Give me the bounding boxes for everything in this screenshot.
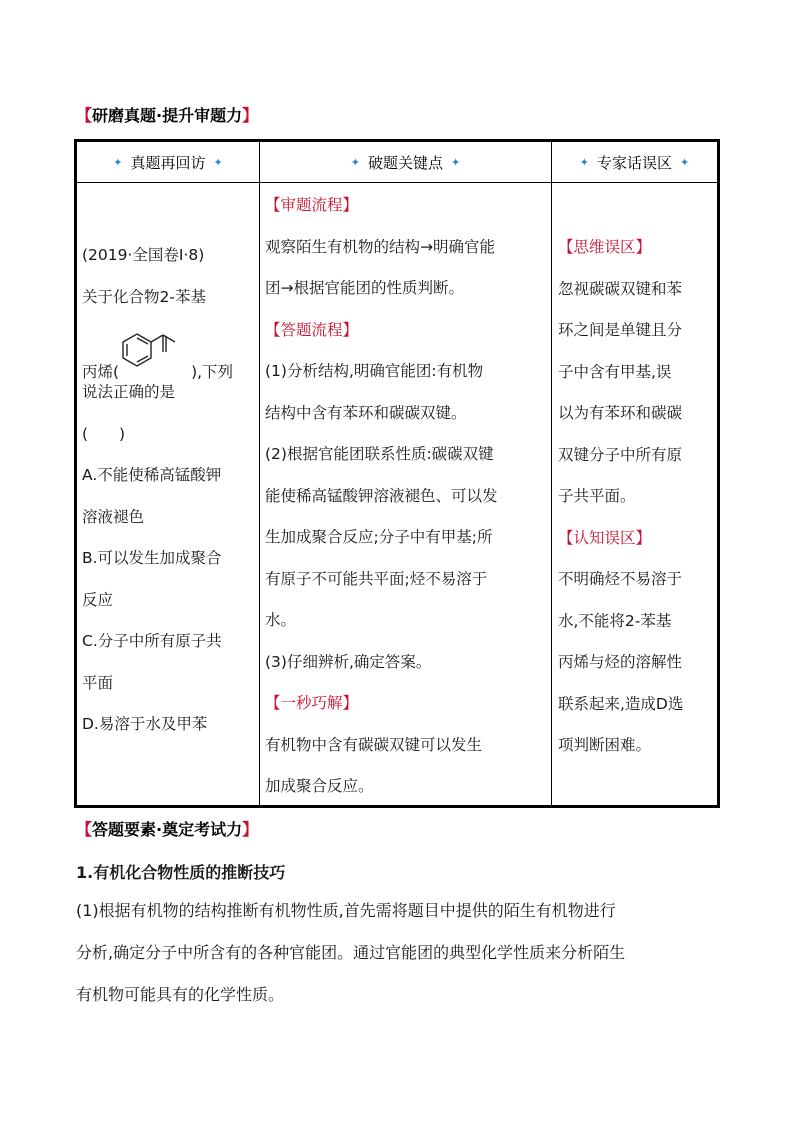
key-line: 有机物中含有碳碳双键可以发生 [265,735,483,754]
misconception-line: 忽视碳碳双键和苯 [558,279,683,298]
bracket-open: 【 [76,820,93,839]
key-line: 有原子不可能共平面;烃不易溶于 [265,569,488,588]
header-label: 真题再回访 [130,153,206,172]
header-label: 破题关键点 [367,153,443,172]
section-title-1 [76,106,258,126]
option-b: B.可以发生加成聚合 [82,549,222,567]
key-line: (2)根据官能团联系性质:碳碳双键 [265,445,494,463]
star-icon: ✦ [680,155,690,169]
section-title-text: 研磨真题·提升审题力 [92,106,243,125]
header-col-1 [77,142,259,182]
star-icon: ✦ [213,155,223,169]
thinking-misconception-heading: 【思维误区】 [558,238,652,256]
misconception-line: 子中含有甲基,误 [558,362,672,381]
header-col-3 [552,142,717,182]
review-process-heading: 【审题流程】 [265,196,359,214]
misconception-cell [558,227,683,767]
header-divider [77,182,717,183]
key-line: 团→根据官能团的性质判断。 [265,279,464,297]
col-divider-1 [259,142,260,805]
col-divider-2 [551,142,552,805]
section-title-text: 答题要素·奠定考试力 [92,820,243,839]
misconception-line: 水,不能将2-苯基 [558,611,672,630]
question-cell [82,235,233,746]
option-c-cont: 平面 [82,673,114,692]
star-icon: ✦ [113,155,123,169]
paragraph-line: 有机物可能具有的化学性质。 [76,985,285,1004]
misconception-line: 项判断困难。 [558,736,652,754]
question-line: 说法正确的是 [82,383,176,401]
molecule-suffix: ),下列 [191,363,234,381]
question-line: (2019·全国卷Ⅰ·8) [82,246,205,264]
answer-process-heading: 【答题流程】 [265,320,359,339]
bracket-close: 】 [242,820,259,839]
key-line: (1)分析结构,明确官能团:有机物 [265,362,484,380]
option-a: A.不能使稀高锰酸钾 [82,466,222,484]
key-line: 观察陌生有机物的结构→明确官能 [265,237,495,256]
cognitive-misconception-heading: 【认知误区】 [558,528,652,547]
subheading: 1.有机化合物性质的推断技巧 [76,863,286,882]
key-points-cell [265,185,498,808]
option-a-cont: 溶液褪色 [82,507,145,526]
star-icon: ✦ [579,155,589,169]
question-line: 关于化合物2-苯基 [82,287,206,306]
misconception-line: 丙烯与烃的溶解性 [558,653,683,671]
misconception-line: 不明确烃不易溶于 [558,570,683,588]
key-line: 加成聚合反应。 [265,777,374,795]
key-line: 结构中含有苯环和碳碳双键。 [265,403,467,422]
option-d: D.易溶于水及甲苯 [82,715,208,733]
key-line: 水。 [265,611,297,629]
star-icon: ✦ [350,155,360,169]
answer-bracket: ( ) [82,424,126,443]
paragraph-line: (1)根据有机物的结构推断有机物性质,首先需将题目中提供的陌生有机物进行 [76,901,616,920]
analysis-table [74,139,720,808]
body-paragraph [76,890,726,1016]
header-label: 专家话误区 [596,153,672,172]
header-col-2 [260,142,551,182]
misconception-line: 以为有苯环和碳碳 [558,404,683,422]
misconception-line: 子共平面。 [558,487,636,505]
misconception-line: 联系起来,造成D选 [558,694,684,713]
quick-solution-heading: 【一秒巧解】 [265,694,359,712]
misconception-line: 环之间是单键且分 [558,321,683,339]
option-b-cont: 反应 [82,590,114,609]
key-line: 能使稀高锰酸钾溶液褪色、可以发 [265,486,498,505]
paragraph-line: 分析,确定分子中所含有的各种官能团。通过官能团的典型化学性质来分析陌生 [76,943,626,962]
section-title-2 [76,820,258,840]
star-icon: ✦ [451,155,461,169]
bracket-close: 】 [242,106,259,125]
molecule-prefix: 丙烯( [82,363,120,381]
option-c: C.分子中所有原子共 [82,632,222,650]
key-line: (3)仔细辨析,确定答案。 [265,652,432,671]
misconception-line: 双键分子中所有原 [558,445,683,464]
bracket-open: 【 [76,106,93,125]
key-line: 生加成聚合反应;分子中有甲基;所 [265,528,493,546]
